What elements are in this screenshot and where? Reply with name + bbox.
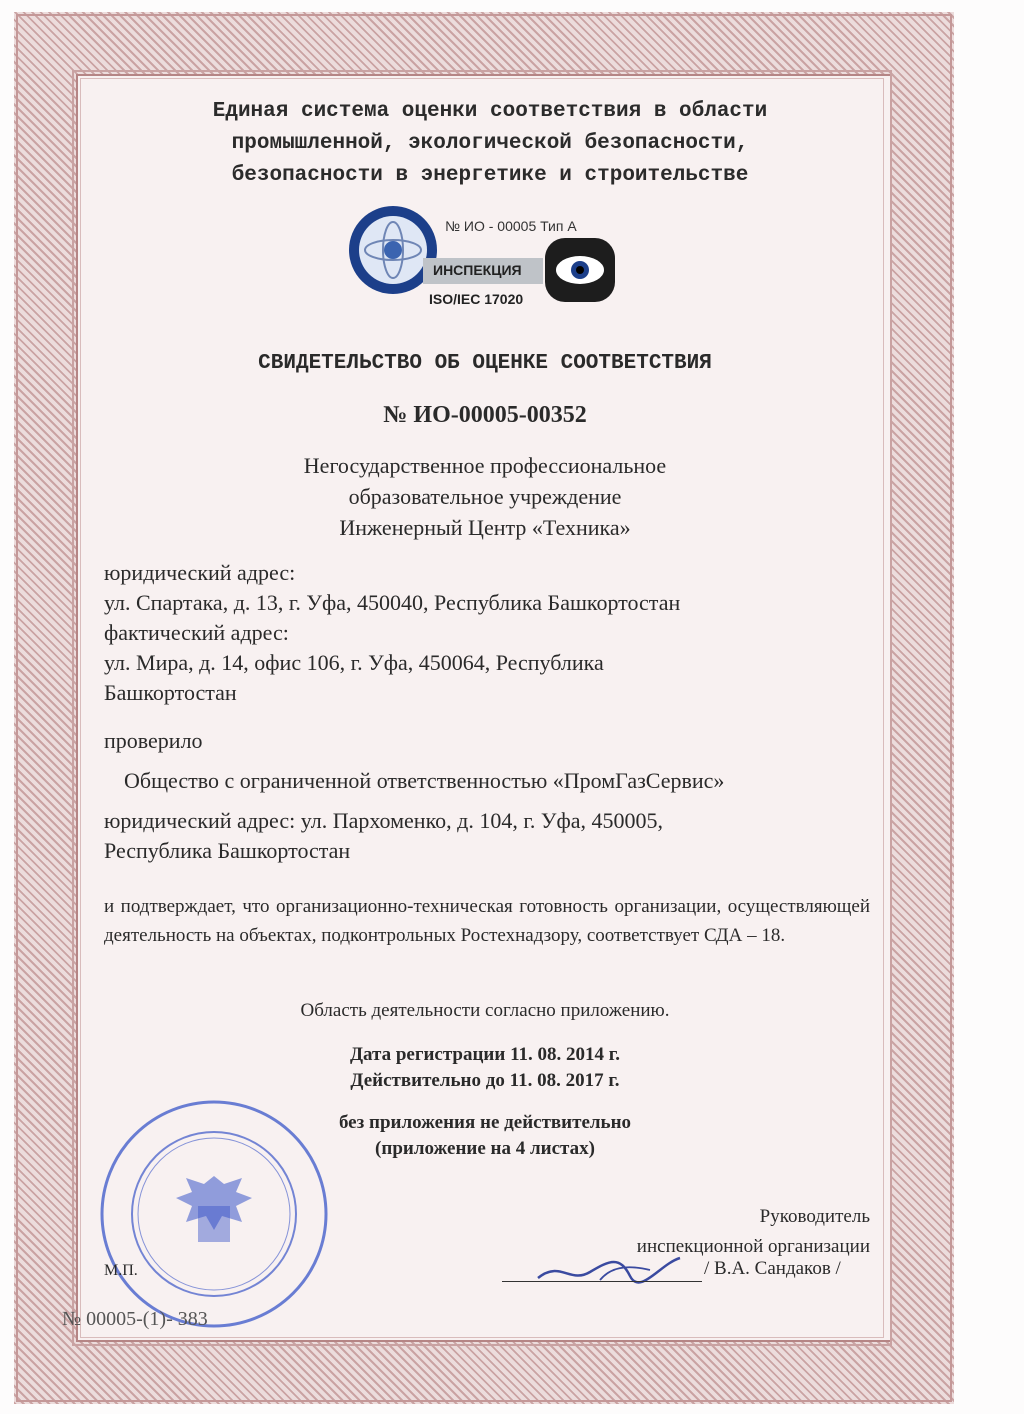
actual-address-label: фактический адрес: bbox=[104, 620, 289, 645]
issuer-line-1: Негосударственное профессиональное bbox=[303, 453, 667, 478]
official-seal bbox=[98, 1098, 330, 1330]
certificate-number: № ИО-00005-00352 bbox=[383, 402, 587, 428]
appendix-sheets: (приложение на 4 листах) bbox=[375, 1138, 595, 1159]
issuer-line-2: образовательное учреждение bbox=[348, 484, 622, 509]
signature-line bbox=[502, 1281, 702, 1282]
issuer-line-3: Инженерный Центр «Техника» bbox=[339, 515, 631, 540]
head-title-line-2: инспекционной организации bbox=[636, 1236, 870, 1257]
checked-label: проверило bbox=[104, 728, 203, 753]
logo-inspection-label: ИНСПЕКЦИЯ bbox=[433, 262, 522, 278]
registration-date: Дата регистрации 11. 08. 2014 г. bbox=[349, 1044, 621, 1065]
validity-dates bbox=[130, 1042, 840, 1094]
legal-address-label: юридический адрес: bbox=[104, 560, 296, 585]
legal-address: ул. Спартака, д. 13, г. Уфа, 450040, Республика Башкортостан bbox=[104, 590, 681, 615]
head-title-line-1: Руководитель bbox=[759, 1206, 870, 1227]
header-line-2: промышленной, экологической безопасности, bbox=[231, 132, 749, 155]
head-title bbox=[560, 1202, 870, 1262]
system-header bbox=[130, 96, 850, 192]
checked-company: Общество с ограниченной ответственностью «ПромГазСервис» bbox=[124, 768, 725, 793]
company-address-line-2: Республика Башкортостан bbox=[104, 838, 351, 863]
certificate-title: СВИДЕТЕЛЬСТВО ОБ ОЦЕНКЕ СООТВЕТСТВИЯ bbox=[258, 352, 712, 375]
issuer-organization bbox=[130, 450, 840, 543]
header-line-1: Единая система оценки соответствия в области bbox=[212, 100, 768, 123]
logo-iso-standard: ISO/IEC 17020 bbox=[429, 291, 524, 307]
logo-number: № ИО - 00005 Тип А bbox=[445, 218, 577, 234]
header-line-3: безопасности в энергетике и строительстве bbox=[231, 164, 749, 187]
form-number: № 00005-(1)- 383 bbox=[62, 1308, 208, 1330]
signatory-name: / В.А. Сандаков / bbox=[704, 1258, 841, 1279]
actual-address-line-2: Башкортостан bbox=[104, 680, 237, 705]
no-appendix-note: без приложения не действительно bbox=[338, 1112, 632, 1133]
actual-address-line-1: ул. Мира, д. 14, офис 106, г. Уфа, 450064, Республика bbox=[104, 650, 604, 675]
valid-until: Действительно до 11. 08. 2017 г. bbox=[350, 1070, 620, 1091]
seal-place-label: М.П. bbox=[104, 1262, 138, 1279]
scope-text: Область деятельности согласно приложению. bbox=[300, 1000, 670, 1021]
company-address-line-1: юридический адрес: ул. Пархоменко, д. 104, г. Уфа, 450005, bbox=[104, 808, 663, 833]
inspection-logo bbox=[345, 198, 625, 314]
confirmation-text: и подтверждает, что организационно-техническая готовность организации, осуществляющей деятельность на объектах, подконтрольных Ростехнадзору, соответствует СДА – 18. bbox=[104, 896, 870, 946]
